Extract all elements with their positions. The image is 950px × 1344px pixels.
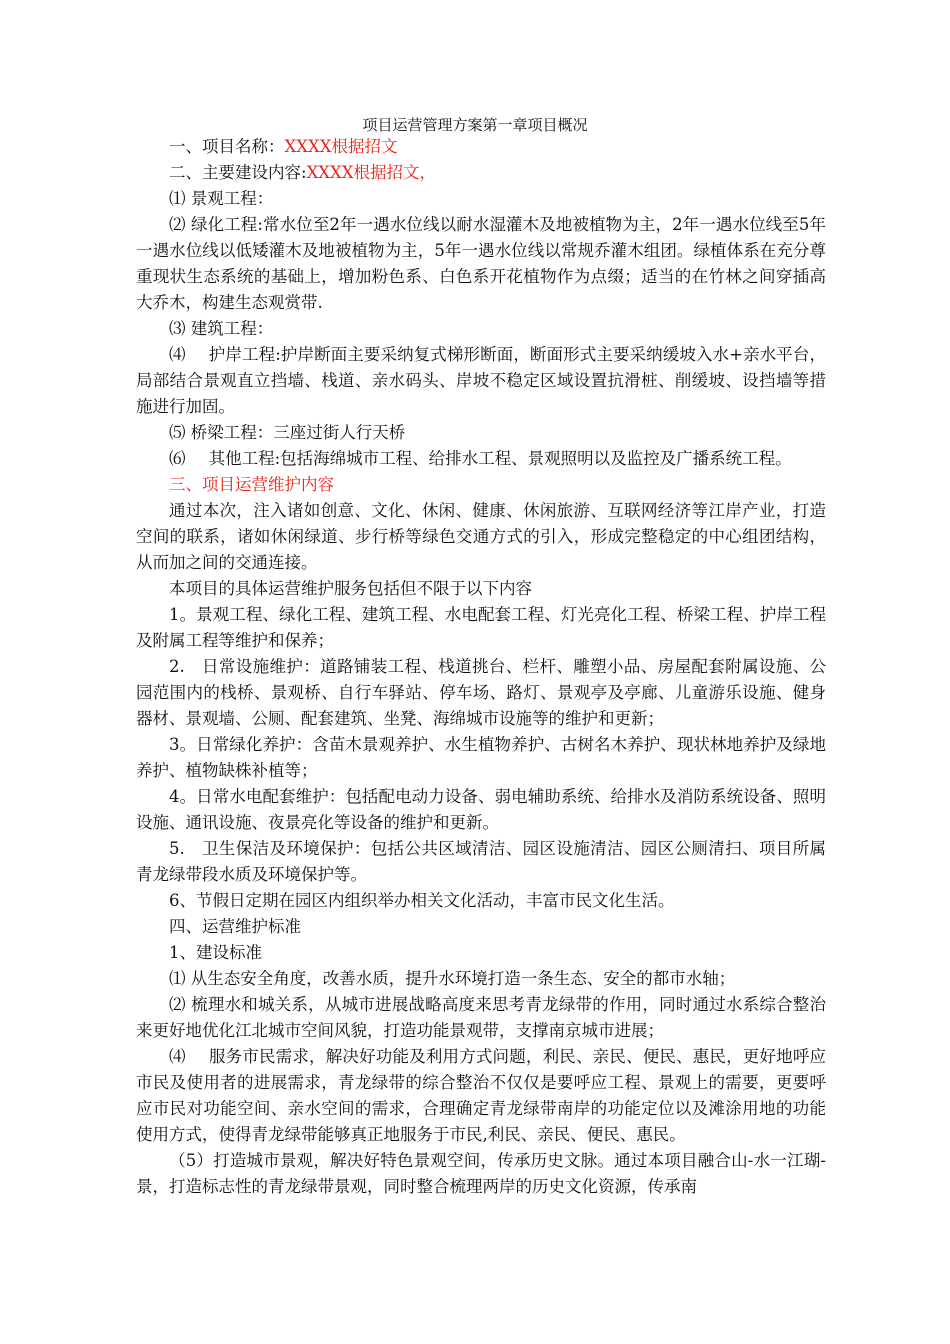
paragraph-greening: ⑵ 绿化工程:常水位至2年一遇水位线以耐水湿灌木及地被植物为主，2年一遇水位线至5年一遇水位线以低矮灌木及地被植物为主，5年一遇水位线以常规乔灌木组团。绿植体系在充分尊重现状生态系统的基础上，增加粉色系、白色系开花植物作为点缀；适当的在竹林之间穿插高大乔木，构建生态观赏带. — [136, 215, 826, 312]
list-item-3: 3。日常绿化养护：含苗木景观养护、水生植物养护、古树名木养护、现状林地养护及绿地养护、植物缺株补植等； — [136, 735, 826, 780]
paragraph-revetment — [136, 342, 826, 420]
list-item-2: 2. 日常设施维护：道路铺装工程、栈道挑台、栏杆、雕塑小品、房屋配套附属设施、公园范围内的栈桥、景观桥、自行车驿站、停车场、路灯、景观亭及亭廊、儿童游乐设施、健身器材、景观墙、公厕、配套建筑、坐凳、海绵城市设施等的维护和更新； — [136, 657, 826, 728]
list-item-5: 5. 卫生保洁及环境保护：包括公共区域清洁、园区设施清洁、园区公厕清扫、项目所属青龙绿带段水质及环境保护等。 — [136, 839, 826, 884]
list-item-4: 4。日常水电配套维护：包括配电动力设备、弱电辅助系统、给排水及消防系统设备、照明设施、通讯设施、夜景亮化等设备的维护和更新。 — [136, 787, 826, 832]
construction-content-line — [136, 160, 826, 186]
standard-item-1: ⑴ 从生态安全角度，改善水质，提升水环境打造一条生态、安全的都市水轴； — [169, 969, 736, 988]
paragraph-scope: 本项目的具体运营维护服务包括但不限于以下内容 — [169, 579, 532, 598]
paragraph-building: ⑶ 建筑工程： — [169, 319, 274, 338]
list-item-1: 1。景观工程、绿化工程、建筑工程、水电配套工程、灯光亮化工程、桥梁工程、护岸工程及附属工程等维护和保养； — [136, 605, 826, 650]
project-name-label: 一、项目名称： — [169, 137, 285, 156]
project-name-line — [136, 134, 826, 160]
paragraph-bridge: ⑸ 桥梁工程：三座过街人行天桥 — [169, 423, 406, 442]
project-name-value: XXXX根据招文 — [284, 137, 398, 156]
paragraph-intro: 通过本次，注入诸如创意、文化、休闲、健康、休闲旅游、互联网经济等江岸产业，打造空间的联系，诸如休闲绿道、步行桥等绿色交通方式的引入，形成完整稳定的中心组团结构，从而加之间的交通连接。 — [136, 501, 826, 572]
standard-item-2: ⑵ 梳理水和城关系，从城市进展战略高度来思考青龙绿带的作用，同时通过水系综合整治来更好地优化江北城市空间风貌，打造功能景观带，支撑南京城市进展； — [136, 995, 826, 1040]
item-number: ⑹ — [169, 449, 186, 468]
construction-content-label: 二、主要建设内容: — [169, 163, 307, 182]
item-text: 护岸工程:护岸断面主要采纳复式梯形断面，断面形式主要采纳缓坡入水+亲水平台，局部结合景观直立挡墙、栈道、亲水码头、岸坡不稳定区域设置抗滑桩、削缓坡、设挡墙等措施进行加固。 — [136, 345, 827, 416]
document-body — [136, 134, 826, 1200]
subheading-construction-standard: 1、建设标准 — [169, 943, 262, 962]
standard-item-5: （5）打造城市景观，解决好特色景观空间，传承历史文脉。通过本项目融合山-水一江瑚-景，打造标志性的青龙绿带景观，同时整合梳理两岸的历史文化资源，传承南 — [136, 1151, 826, 1196]
construction-content-value: XXXX根据招文， — [306, 163, 437, 182]
paragraph-landscape: ⑴ 景观工程： — [169, 189, 274, 208]
item-text: 其他工程:包括海绵城市工程、给排水工程、景观照明以及监控及广播系统工程。 — [208, 449, 792, 468]
document-title: 项目运营管理方案第一章项目概况 — [362, 116, 588, 134]
section-heading-operation: 三、项目运营维护内容 — [169, 475, 334, 494]
paragraph-other — [136, 446, 826, 472]
section-heading-standards: 四、运营维护标准 — [169, 917, 301, 936]
list-item-6: 6、节假日定期在园区内组织举办相关文化活动，丰富市民文化生活。 — [169, 891, 675, 910]
standard-item-4 — [136, 1044, 826, 1148]
item-number: ⑷ — [169, 1047, 186, 1066]
item-number: ⑷ — [169, 345, 186, 364]
item-text: 服务市民需求，解决好功能及利用方式问题，利民、亲民、便民、惠民，更好地呼应市民及使用者的进展需求，青龙绿带的综合整治不仅仅是要呼应工程、景观上的需要，更要呼应市民对功能空间、亲水空间的需求，合理确定青龙绿带南岸的功能定位以及滩涂用地的功能使用方式，使得青龙绿带能够真正地服务于市民,利民、亲民、便民、惠民。 — [136, 1047, 827, 1144]
